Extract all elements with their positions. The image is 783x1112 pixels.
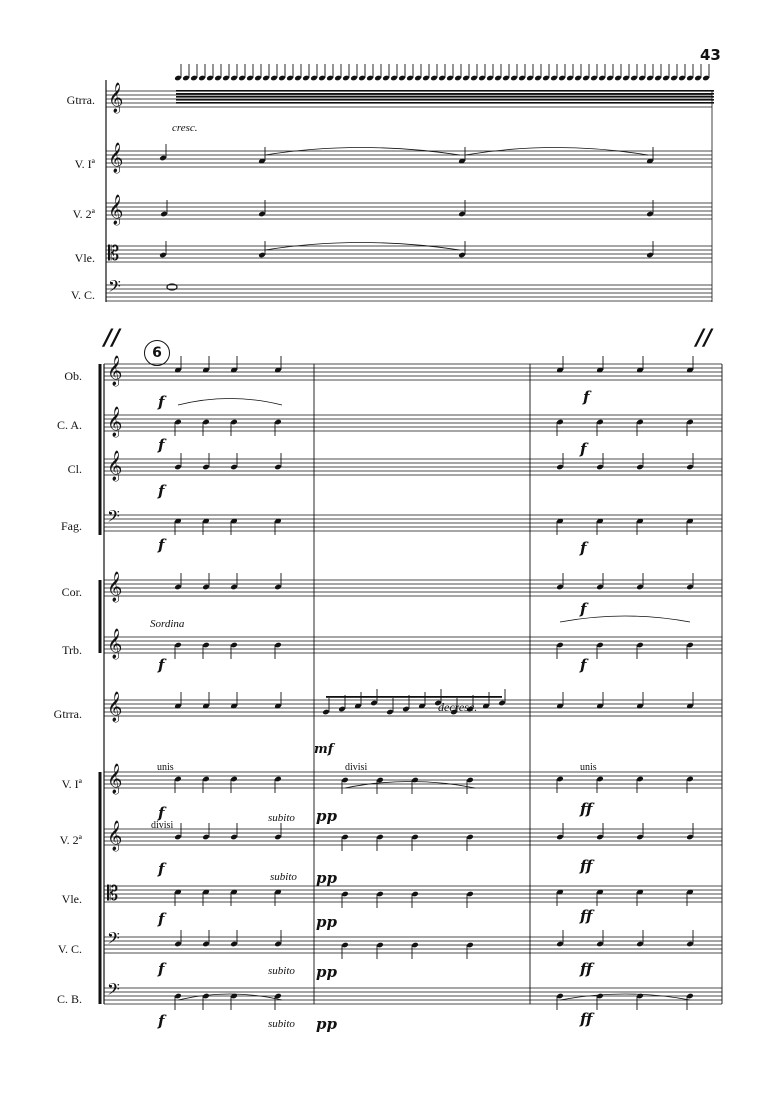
dynamic-f-oboe-3: f [583,388,590,406]
clef-icon: 𝄞 [107,407,123,437]
guitar-beam [326,696,502,698]
dynamic-f-bassoon: f [158,536,165,554]
instrument-label-violin-1: V. Iª [74,157,95,171]
crescendo-marking: cresc. [172,122,198,134]
instrument-label-guitar: Gtrra. [66,93,95,107]
slur [178,994,282,1000]
dynamic-pp-violin-1: pp [316,807,337,825]
page-number: 43 [700,46,721,64]
instrument-label-violin-2: V. 2ª [72,207,95,221]
sordina-marking: Sordina [150,618,185,630]
dynamic-f-oboe: f [158,393,165,411]
dynamic-f-violin-1: f [158,804,165,822]
dynamic-ff-cello: ff [580,960,593,978]
dynamic-f-trombone-3: f [580,656,587,674]
unis-marking-1: unis [157,762,174,773]
instrument-label-cello: V. C. [70,288,95,302]
clef-icon: 𝄢 [107,928,120,952]
instrument-label-viola-2: Vle. [61,892,82,906]
subito-cello: subito [268,965,295,977]
dynamic-ff-violin-2: ff [580,857,593,875]
clef-icon: 𝄞 [107,572,123,602]
instrument-label-violin-1b: V. Iª [61,777,82,791]
clef-icon: 𝄢 [108,276,121,300]
dynamic-pp-cello: pp [316,963,337,981]
instrument-label-cello-2: V. C. [57,942,82,956]
clef-icon: 𝄞 [108,83,124,113]
clef-icon: 𝄡 [107,881,119,905]
subito-contrabass: subito [268,1018,295,1030]
slur [178,399,282,406]
dynamic-pp-contrabass: pp [316,1015,337,1033]
dynamic-f-bassoon-3: f [580,539,587,557]
dynamic-f-cor-anglais: f [158,436,165,454]
unis-marking-2: unis [580,762,597,773]
clef-icon: 𝄞 [107,629,123,659]
instrument-label-bassoon: Fag. [61,519,82,533]
dynamic-pp-violin-2: pp [316,869,337,887]
dynamic-ff-violin-1: ff [580,800,593,818]
dynamic-f-violin-2: f [158,860,165,878]
instrument-label-cor-anglais: C. A. [56,418,82,432]
divisi-marking-2: divisi [151,820,174,831]
slur [345,782,475,789]
dynamic-ff-contrabass: ff [580,1010,593,1028]
rehearsal-mark: 6 [144,340,170,366]
tremolo-beam [176,99,714,101]
clef-icon: 𝄞 [107,764,123,794]
system-separator-left: // [104,326,121,351]
dynamic-ff-viola: ff [580,907,593,925]
dynamic-f-clarinet: f [158,482,165,500]
instrument-label-trombone: Trb. [62,643,82,657]
dynamic-f-horn-3: f [580,600,587,618]
slur [560,994,690,1000]
dynamic-f-cor-anglais-3: f [580,440,587,458]
system-separator-right: // [696,326,713,351]
clef-icon: 𝄞 [107,692,123,722]
dynamic-mf-guitar: mf [314,742,334,757]
instrument-label-clarinet: Cl. [67,462,82,476]
subito-violin-1: subito [268,812,295,824]
instrument-label-horn: Cor. [61,585,82,599]
clef-icon: 𝄞 [107,451,123,481]
decrescendo-marking: decresc. [438,700,478,714]
clef-icon: 𝄞 [107,821,123,851]
clef-icon: 𝄢 [107,506,120,530]
subito-violin-2: subito [270,871,297,883]
clef-icon: 𝄡 [108,241,120,265]
tremolo-beam [176,96,714,98]
instrument-label-contrabass: C. B. [56,992,82,1006]
clef-icon: 𝄞 [107,356,123,386]
divisi-marking-1: divisi [345,762,368,773]
instrument-label-violin-2b: V. 2ª [59,833,82,847]
tremolo-beam [176,102,714,104]
dynamic-f-contrabass: f [158,1012,165,1030]
clef-icon: 𝄞 [108,143,124,173]
dynamic-pp-viola: pp [316,913,337,931]
instrument-label-oboe: Ob. [64,369,82,383]
dynamic-f-cello: f [158,960,165,978]
dynamic-f-viola: f [158,910,165,928]
dynamic-f-trombone: f [158,656,165,674]
tremolo-beam [176,93,714,95]
clef-icon: 𝄢 [107,979,120,1003]
tremolo-beam [176,90,714,92]
clef-icon: 𝄞 [108,195,124,225]
instrument-label-viola: Vle. [74,251,95,265]
instrument-label-guitar-2: Gtrra. [53,707,82,721]
